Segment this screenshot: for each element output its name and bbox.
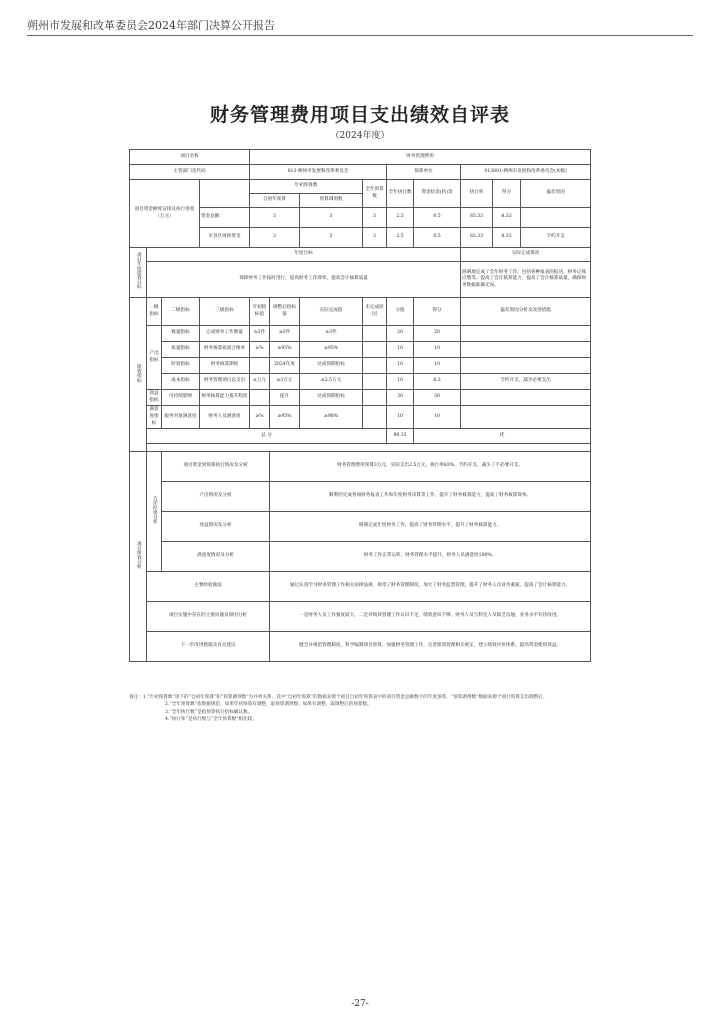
indicator-adj: ≥3件 [270, 326, 300, 342]
indicator-l2: 质量指标 [162, 342, 200, 358]
problems-text: 一是财务人员工作强度较大，二是对绩效管理工作认识不足，绩效意识不够，财务人员与科室人员缺乏沟通，业务水平有待改进。 [270, 602, 591, 632]
indicator-actual: ≥98% [300, 406, 363, 429]
indicator-actual: ≥95% [300, 342, 363, 358]
funds-cell: 0.5 [414, 228, 461, 248]
funds-cell: 3 [300, 228, 363, 248]
indicator-l3: 财务管理项目总支出 [200, 374, 250, 390]
indicator-init: ≥3件 [250, 326, 270, 342]
goals-side-label: 项目年度绩效目标 [130, 248, 147, 298]
indicator-header: 三级指标 [200, 298, 250, 326]
analysis-row-label: 效益情况及分析 [162, 512, 270, 542]
indicator-header: 一级指标 [147, 298, 162, 326]
project-name: 财务管理费用 [250, 150, 591, 165]
note-item: 备注：1.“年初预算数”项下的“自初年预算”和“预算调剂数”为并列关系，其中“自初年预算”的数据来源于项目自初年预算表中的项目资金总额数字的年度预算，“预算调剂数”数据来源于项目预算支出调整后。 [129, 695, 548, 700]
indicator-actual: 达成预期指标 [300, 390, 363, 406]
indicator-l3: 完成财务工作数量 [200, 326, 250, 342]
indicator-score: 8.3 [414, 374, 461, 390]
benefit-indicator-label: 效益指标 [147, 390, 162, 406]
total-label: 总 分 [147, 429, 387, 444]
indicator-init: ≥% [250, 342, 270, 358]
indicator-adj: ≥95% [270, 406, 300, 429]
performance-table [129, 149, 591, 662]
indicator-why [363, 342, 387, 358]
analysis-row-text: 顺利的完成各项财务报表工作和年度财务决算等工作，提升了财务核算能力，提高了财务核算效率。 [270, 482, 591, 512]
improvement-label: 下一步改进措施及有关建议 [147, 632, 270, 662]
analysis-side-label: 项目绩效分析 [130, 452, 147, 662]
funds-cell: 3 [250, 208, 300, 228]
funds-cell: 3 [250, 228, 300, 248]
improvement-text: 健全并规范管理制度，科学编制项目预算，加强财务管理工作，完善绩效管理相关规定，建立绩效评价体系，提高资金使用效益。 [270, 632, 591, 662]
indicator-l2: 数量指标 [162, 326, 200, 342]
indicator-header: 二级指标 [162, 298, 200, 326]
indicator-actual: ≤2.5万元 [300, 374, 363, 390]
note-item: 3.“全年执行数”是指预算执行指标确认数。 [165, 709, 253, 715]
analysis-row-label: 产出情况及分析 [162, 482, 270, 512]
funds-cell: 83.33 [461, 208, 493, 228]
indicator-l2: 成本指标 [162, 374, 200, 390]
funds-blank [200, 180, 250, 208]
indicator-header: 年初指标值 [250, 298, 270, 326]
exec-rate-header: 执行率 [461, 180, 493, 208]
indicator-why [363, 358, 387, 374]
spacer-row [147, 444, 591, 452]
indicator-weight: 30 [387, 390, 414, 406]
analysis-row-text: 财务管理费用预算3万元，实际支出2.5万元，执行率83%，节约开支，减少了不必要开支。 [270, 452, 591, 482]
indicator-adj: ≥95% [270, 342, 300, 358]
funds-cell: 0.5 [414, 208, 461, 228]
funds-cell: 8.33 [493, 208, 521, 228]
analysis-inner-label: 自评结果分析 [147, 452, 162, 572]
indicator-analysis [461, 358, 591, 374]
funds-row-label: 市县区财政资金 [200, 228, 250, 248]
annual-target: 保障财务工作按时进行，提高财务工作效率，提高会计核算质量 [147, 262, 461, 298]
funds-row-label: 资金总额： [200, 208, 250, 228]
indicator-score: 10 [414, 406, 461, 429]
indicator-header: 调整后指标值 [270, 298, 300, 326]
page-header: 朔州市发展和改革委员会2024年部门决算公开报告 [27, 19, 275, 32]
full-year-budget-header: 全年预算数 [363, 180, 387, 208]
indicator-init [250, 390, 270, 406]
full-year-exec-header: 全年执行数 [387, 180, 414, 208]
dept-label: 主管部门及代码 [130, 165, 250, 180]
dept-value: 013-朔州市发展和改革委员会 [250, 165, 387, 180]
funds-cell [521, 208, 591, 228]
funds-balance-header: 资金结余(转)余 [414, 180, 461, 208]
funds-cell: 节约开支 [521, 228, 591, 248]
indicator-header: 分值 [387, 298, 414, 326]
analysis-row-label: 项目资金到预算执行情况及分析 [162, 452, 270, 482]
indicator-init: ≤万元 [250, 374, 270, 390]
actual-result: 圆满地完成了全年财务工作，包括各种报表的报送，财务记账应缴等。提高了会计核算能力，提高了会计核算质量，确保财务数据准确无误。 [461, 262, 591, 298]
indicator-analysis [461, 390, 591, 406]
indicator-weight: 10 [387, 374, 414, 390]
notes [129, 694, 591, 723]
indicator-header: 偏差原因分析及改进措施 [461, 298, 591, 326]
indicator-l3: 财务人员满意度 [200, 406, 250, 429]
funds-cell: 3 [300, 208, 363, 228]
unit-label: 预算单位 [387, 165, 461, 180]
unit-value: 013001-朔州市发展和改革委员会(本级) [461, 165, 591, 180]
indicator-adj: ≤3万元 [270, 374, 300, 390]
experience-text: 通过认真学习财务管理工作相关法律法规，规章了财务管理制度，加大了财务监督管理，提升了财务人员业务素质，提高了会计核算能力。 [270, 572, 591, 602]
page-number: -27- [351, 999, 369, 1009]
indicator-header: 未完成原因 [363, 298, 387, 326]
indicator-analysis [461, 342, 591, 358]
indicator-score: 30 [414, 390, 461, 406]
indicator-why [363, 326, 387, 342]
document-title: 财务管理费用项目支出绩效自评表 [209, 104, 510, 126]
indicator-score: 10 [414, 342, 461, 358]
indicator-l3: 财务核算质量合格率 [200, 342, 250, 358]
grade: 优 [414, 429, 591, 444]
annual-budget-header: 年初预算数 [250, 180, 363, 194]
experience-label: 主要经验做法 [147, 572, 270, 602]
funds-cell: 3 [363, 228, 387, 248]
indicator-why [363, 390, 387, 406]
funds-cell: 8.33 [493, 228, 521, 248]
funds-cell: 83.33 [461, 228, 493, 248]
indicator-l3: 财务核算能力提升程度 [200, 390, 250, 406]
indicator-header: 得分 [414, 298, 461, 326]
funds-cell: 3 [363, 208, 387, 228]
note-item: 2.“全年预算数”依数据规范，如果年初预算有调整，取预算调剂数；如果有调整，取调整后的预算数。 [165, 702, 372, 708]
header-divider [27, 35, 693, 36]
indicator-weight: 10 [387, 358, 414, 374]
indicator-l2: 时效指标 [162, 358, 200, 374]
project-name-label: 项目名称 [130, 150, 250, 165]
actual-header: 实际完成情况 [461, 248, 591, 262]
indicator-analysis [461, 406, 591, 429]
budget-adjust-header: 预算调剂数 [300, 194, 363, 208]
analysis-row-label: 满意度情况及分析 [162, 542, 270, 572]
indicator-actual: ≥3件 [300, 326, 363, 342]
funds-section-label: 项目资金额度安排及执行进度（万元） [130, 180, 200, 248]
indicator-analysis: 节约开支，减少必要支出 [461, 374, 591, 390]
indicator-adj: 提升 [270, 390, 300, 406]
indicator-weight: 20 [387, 326, 414, 342]
indicator-header: 实际完成值 [300, 298, 363, 326]
indicator-adj: 2024年度 [270, 358, 300, 374]
indicator-score: 20 [414, 326, 461, 342]
indicator-l3: 财务核算期间 [200, 358, 250, 374]
indicator-l2: 可持续影响 [162, 390, 200, 406]
indicator-why [363, 406, 387, 429]
funds-score-header: 得分 [493, 180, 521, 208]
analysis-row-text: 圆满完成年度财务工作，提高了财务管理水平，提升了财务核算能力。 [270, 512, 591, 542]
indicator-actual: 达成预期指标 [300, 358, 363, 374]
output-indicator-label: 产出指标 [147, 326, 162, 390]
funds-cell: 2.5 [387, 208, 414, 228]
indicator-weight: 10 [387, 406, 414, 429]
indicator-why [363, 374, 387, 390]
indicator-init [250, 358, 270, 374]
satisfaction-indicator-label: 满意度指标 [147, 406, 162, 429]
indicator-score: 10 [414, 358, 461, 374]
analysis-row-text: 财务工作正常运转，财务管理水平提升，财务人员满意度100%。 [270, 542, 591, 572]
problems-label: 项目实施中存在的主要问题及原因分析 [147, 602, 270, 632]
indicators-side-label: 绩效指标 [130, 298, 147, 452]
initial-budget-header: 自初年预算 [250, 194, 300, 208]
funds-cell: 2.5 [387, 228, 414, 248]
note-item: 4.“执行率”是执行数与“全年预算数”相比较。 [165, 717, 257, 723]
indicator-analysis [461, 326, 591, 342]
target-header: 年度目标 [147, 248, 461, 262]
indicator-init: ≥% [250, 406, 270, 429]
document-subtitle: （2024年度） [330, 131, 390, 141]
indicator-weight: 10 [387, 342, 414, 358]
indicator-l2: 服务对象满意度 [162, 406, 200, 429]
total-score: 98.33 [387, 429, 414, 444]
funds-reason-header: 偏差原因 [521, 180, 591, 208]
